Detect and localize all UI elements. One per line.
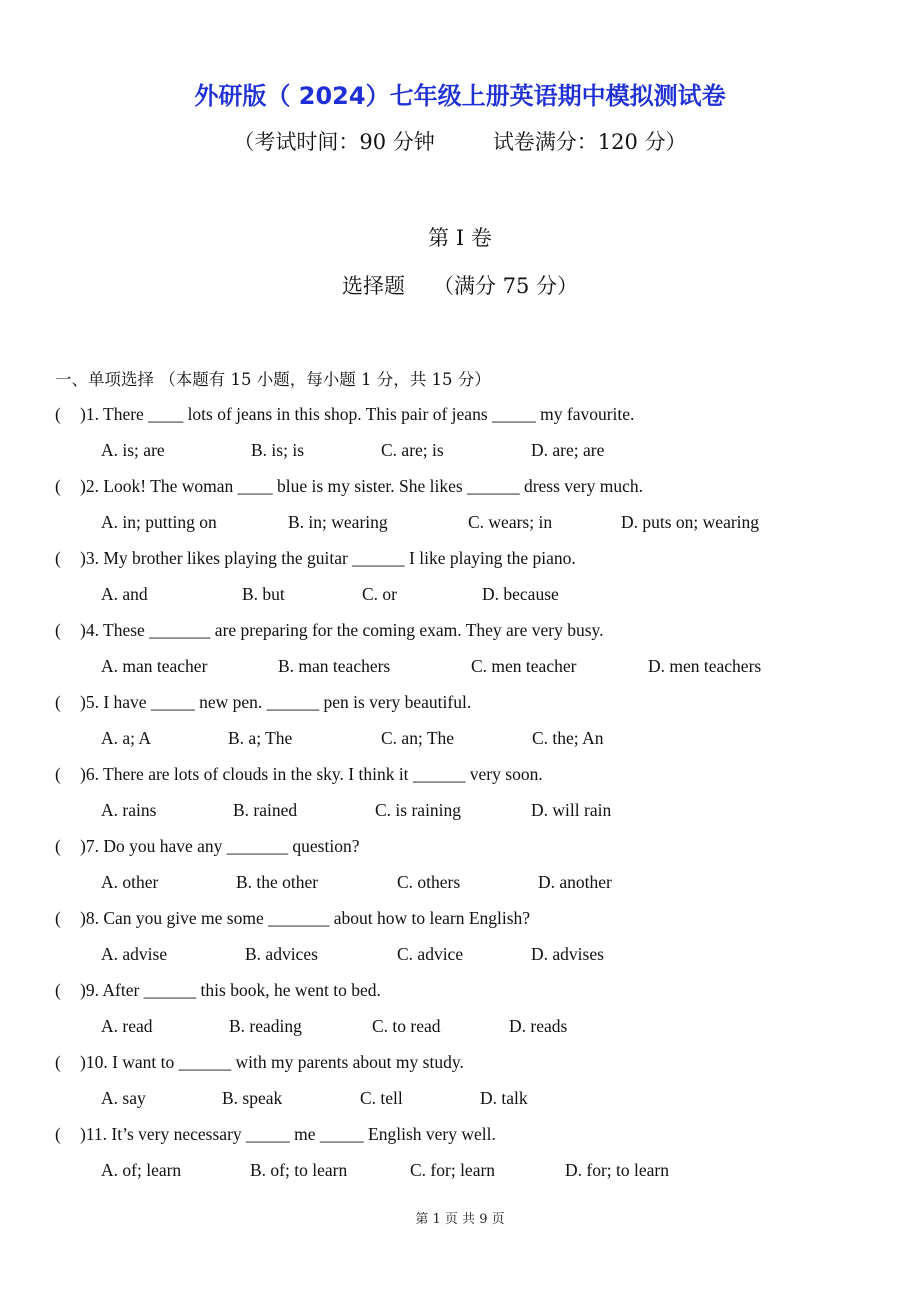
option-d: D. men teachers <box>648 656 762 676</box>
question-item <box>0 472 920 508</box>
answer-paren[interactable]: ( <box>55 1052 61 1072</box>
answer-paren[interactable]: ( <box>55 980 61 1000</box>
option-b: B. of; to learn <box>250 1160 348 1180</box>
question-item <box>0 976 920 1012</box>
option-d: D. are; are <box>531 440 605 460</box>
option-c: C. an; The <box>381 728 455 748</box>
exam-score: 试卷满分：120 分） <box>492 130 687 154</box>
answer-paren[interactable]: ( <box>55 620 61 640</box>
volume-heading: 第 I 卷 <box>428 226 492 250</box>
question-item <box>0 400 920 436</box>
answer-paren[interactable]: ( <box>55 692 61 712</box>
option-b: B. advices <box>245 944 318 964</box>
question-item <box>0 688 920 724</box>
answer-paren[interactable]: ( <box>55 908 61 928</box>
question-stem: )10. I want to ______ with my parents about my study. <box>80 1052 464 1072</box>
option-row <box>0 724 920 760</box>
option-a: A. in; putting on <box>101 512 217 532</box>
question-stem: )1. There ____ lots of jeans in this shop. This pair of jeans _____ my favourite. <box>80 404 635 424</box>
option-d: D. because <box>482 584 559 604</box>
option-c: C. advice <box>397 944 464 964</box>
question-stem: )5. I have _____ new pen. ______ pen is very beautiful. <box>80 692 472 712</box>
option-row <box>0 1156 920 1192</box>
page-footer: 第 1 页 共 9 页 <box>415 1212 505 1227</box>
option-c: C. others <box>397 872 461 892</box>
option-row <box>0 436 920 472</box>
question-item <box>0 904 920 940</box>
option-row <box>0 580 920 616</box>
option-a: A. read <box>101 1016 153 1036</box>
option-a: A. is; are <box>101 440 165 460</box>
option-c: C. or <box>362 584 397 604</box>
answer-paren[interactable]: ( <box>55 404 61 424</box>
option-row <box>0 508 920 544</box>
answer-paren[interactable]: ( <box>55 764 61 784</box>
option-row <box>0 652 920 688</box>
question-item <box>0 1120 920 1156</box>
option-d: D. advises <box>531 944 604 964</box>
part-heading <box>0 270 920 300</box>
option-row <box>0 868 920 904</box>
option-b: B. rained <box>233 800 298 820</box>
option-c: C. for; learn <box>410 1160 496 1180</box>
question-stem: )8. Can you give me some _______ about how to learn English? <box>80 908 531 928</box>
option-b: B. speak <box>222 1088 283 1108</box>
part-name: 选择题 <box>341 274 405 298</box>
option-a: A. man teacher <box>101 656 208 676</box>
option-d: D. reads <box>509 1016 568 1036</box>
question-stem: )11. It’s very necessary _____ me _____ English very well. <box>80 1124 496 1144</box>
option-c: C. to read <box>372 1016 441 1036</box>
option-a: A. other <box>101 872 159 892</box>
option-c: C. are; is <box>381 440 444 460</box>
option-row <box>0 1012 920 1048</box>
question-stem: )9. After ______ this book, he went to bed. <box>80 980 381 1000</box>
option-d: C. the; An <box>532 728 604 748</box>
option-a: A. and <box>101 584 148 604</box>
option-b: B. the other <box>236 872 319 892</box>
option-c: C. tell <box>360 1088 403 1108</box>
question-stem: )6. There are lots of clouds in the sky. I think it ______ very soon. <box>80 764 543 784</box>
option-b: B. in; wearing <box>288 512 388 532</box>
option-a: A. a; A <box>101 728 152 748</box>
answer-paren[interactable]: ( <box>55 836 61 856</box>
option-b: B. but <box>242 584 285 604</box>
answer-paren[interactable]: ( <box>55 1124 61 1144</box>
question-item <box>0 544 920 580</box>
option-row <box>0 796 920 832</box>
option-row <box>0 1084 920 1120</box>
option-a: A. say <box>101 1088 146 1108</box>
exam-meta <box>0 126 920 156</box>
question-item <box>0 616 920 652</box>
option-d: D. for; to learn <box>565 1160 669 1180</box>
option-c: C. wears; in <box>468 512 553 532</box>
option-row <box>0 940 920 976</box>
option-b: B. a; The <box>228 728 293 748</box>
question-stem: )3. My brother likes playing the guitar ______ I like playing the piano. <box>80 548 576 568</box>
option-c: C. is raining <box>375 800 462 820</box>
option-b: B. is; is <box>251 440 305 460</box>
option-b: B. reading <box>229 1016 302 1036</box>
option-d: D. another <box>538 872 612 892</box>
option-d: D. puts on; wearing <box>621 512 760 532</box>
option-a: A. of; learn <box>101 1160 182 1180</box>
exam-title: 外研版（ 2024）七年级上册英语期中模拟测试卷 <box>194 82 726 110</box>
option-d: D. talk <box>480 1088 528 1108</box>
option-b: B. man teachers <box>278 656 391 676</box>
option-c: C. men teacher <box>471 656 577 676</box>
question-item <box>0 760 920 796</box>
question-stem: )2. Look! The woman ____ blue is my sister. She likes ______ dress very much. <box>80 476 644 496</box>
answer-paren[interactable]: ( <box>55 476 61 496</box>
section-title: 一、单项选择 （本题有 15 小题，每小题 1 分，共 15 分） <box>55 370 491 389</box>
question-stem: )4. These _______ are preparing for the coming exam. They are very busy. <box>80 620 604 640</box>
question-item <box>0 832 920 868</box>
exam-time: （考试时间：90 分钟 <box>233 130 435 154</box>
option-a: A. advise <box>101 944 168 964</box>
option-a: A. rains <box>101 800 157 820</box>
answer-paren[interactable]: ( <box>55 548 61 568</box>
option-d: D. will rain <box>531 800 612 820</box>
part-score: （满分 75 分） <box>432 274 579 298</box>
question-list <box>0 400 920 1192</box>
question-item <box>0 1048 920 1084</box>
question-stem: )7. Do you have any _______ question? <box>80 836 360 856</box>
